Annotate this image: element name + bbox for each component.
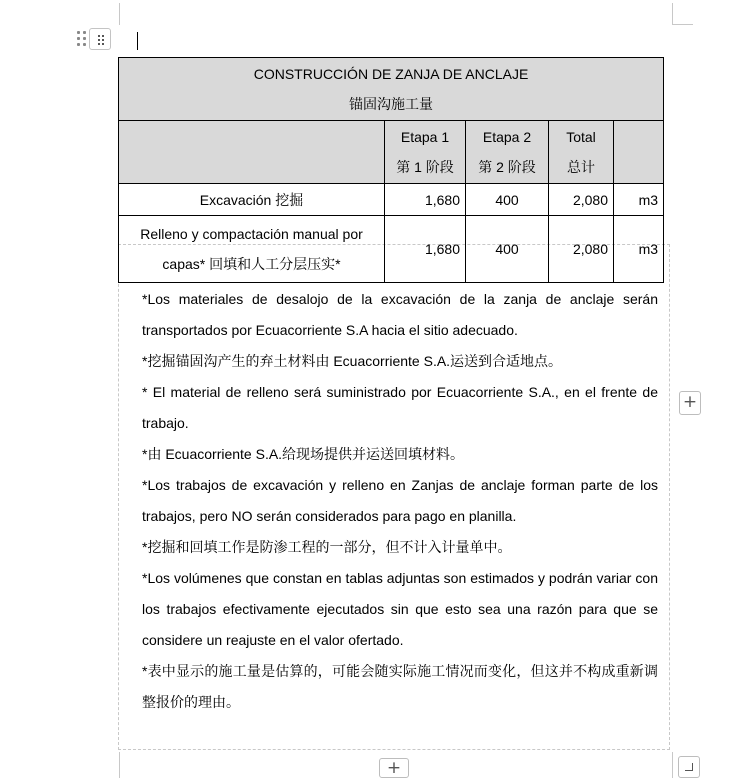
header-unit-empty [614, 121, 664, 184]
table-title-zh: 锚固沟施工量 [349, 96, 434, 112]
value-total: 2,080 [549, 216, 614, 283]
header-stage-1: Etapa 1 第 1 阶段 [385, 121, 466, 184]
add-column-plus-icon[interactable]: + [679, 391, 701, 415]
value-unit: m3 [614, 216, 664, 283]
header-stage-2: Etapa 2 第 2 阶段 [466, 121, 549, 184]
table-row [119, 184, 664, 216]
table-title-es: CONSTRUCCIÓN DE ZANJA DE ANCLAJE [253, 66, 529, 82]
note-paragraph: *Los materiales de desalojo de la excavación de la zanja de anclaje serán transportados por Ecuacorriente S.A hacia el sitio adecuado. [142, 291, 658, 338]
crop-mark-top-left [99, 3, 120, 25]
notes-block [142, 284, 658, 718]
value-stage-2: 400 [466, 184, 549, 216]
note-paragraph: *由 Ecuacorriente S.A.给现场提供并运送回填材料。 [142, 446, 465, 462]
value-stage-2: 400 [466, 216, 549, 283]
text-caret [137, 32, 138, 50]
row-label-backfill: Relleno y compactación manual por capas* 回填和人工分层压实* [119, 216, 385, 283]
crop-mark-bottom-left [99, 752, 120, 778]
header-empty-cell [119, 121, 385, 184]
note-paragraph: * El material de relleno será suministrado por Ecuacorriente S.A., en el frente de trabajo. [142, 384, 658, 431]
table-move-handle-icon[interactable] [89, 28, 111, 50]
value-stage-1: 1,680 [385, 184, 466, 216]
value-unit: m3 [614, 184, 664, 216]
add-row-plus-icon[interactable]: + [379, 758, 409, 778]
header-total: Total 总计 [549, 121, 614, 184]
value-total: 2,080 [549, 184, 614, 216]
note-paragraph: *Los trabajos de excavación y relleno en Zanjas de anclaje forman parte de los trabajos, pero NO serán considerados para pago en planilla. [142, 477, 658, 524]
drag-dots-icon[interactable] [77, 31, 87, 47]
note-paragraph: *挖掘锚固沟产生的弃土材料由 Ecuacorriente S.A.运送到合适地点。 [142, 353, 563, 369]
note-paragraph: *表中显示的施工量是估算的，可能会随实际施工情况而变化，但这并不构成重新调整报价的理由。 [142, 663, 658, 710]
crop-mark-top-right [672, 3, 693, 25]
note-paragraph: *挖掘和回填工作是防渗工程的一部分，但不计入计量单中。 [142, 539, 512, 555]
value-stage-1: 1,680 [385, 216, 466, 283]
table-title-cell [119, 58, 664, 121]
resize-icon[interactable] [678, 756, 700, 778]
note-paragraph: *Los volúmenes que constan en tablas adjuntas son estimados y podrán variar con los trabajos efectivamente ejecutados sin que esto sea una razón para que se considere un reajuste en el valor ofertado. [142, 570, 658, 648]
table-row [119, 216, 664, 283]
row-label-excavation: Excavación 挖掘 [119, 184, 385, 216]
anchor-trench-table [118, 57, 664, 283]
